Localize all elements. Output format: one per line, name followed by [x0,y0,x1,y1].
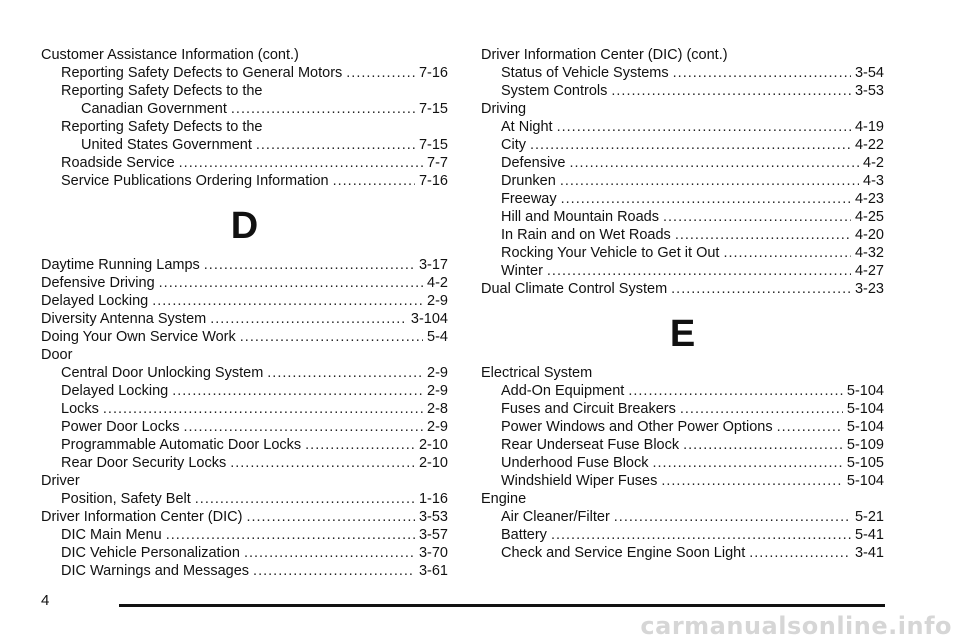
entry-page: 4-2 [863,155,884,171]
entry-page: 3-61 [418,563,448,579]
dot-leader [103,400,423,418]
entry-page: 5-104 [846,419,884,435]
index-entry[interactable] [481,154,884,172]
entry-text: Dual Climate Control System [481,281,668,297]
entry-page: 7-15 [418,137,448,153]
entry-text: Windshield Wiper Fuses [501,473,658,489]
entry-text: Delayed Locking [61,383,169,399]
entry-page: 5-105 [846,455,884,471]
index-entry[interactable] [41,562,448,580]
dot-leader [210,310,407,328]
index-entry[interactable] [41,256,448,274]
entry-page: 3-70 [418,545,448,561]
index-entry[interactable] [481,436,884,454]
entry-page: 2-9 [427,365,448,381]
entry-text: DIC Vehicle Personalization [61,545,240,561]
entry-text: Canadian Government [81,101,227,117]
entry-text: Power Door Locks [61,419,180,435]
entry-text: Rear Underseat Fuse Block [501,437,680,453]
entry-page: 5-104 [846,473,884,489]
entry-page: 2-8 [427,401,448,417]
dot-leader [661,472,843,490]
entry-text: DIC Warnings and Messages [61,563,250,579]
dot-leader [557,118,851,136]
entry-text: Customer Assistance Information (cont.) [41,47,299,63]
index-entry[interactable] [41,472,448,490]
entry-page: 3-104 [410,311,448,327]
entry-page: 7-15 [418,101,448,117]
index-entry[interactable] [41,418,448,436]
index-entry[interactable] [41,118,448,136]
entry-page: 2-9 [427,293,448,309]
dot-leader [195,490,415,508]
entry-page: 5-21 [854,509,884,525]
index-entry[interactable] [41,154,448,172]
entry-page: 4-23 [854,191,884,207]
index-entry[interactable] [41,382,448,400]
entry-page: 3-54 [854,65,884,81]
entry-text: Defensive Driving [41,275,155,291]
entry-page: 2-9 [427,383,448,399]
entry-page: 3-53 [418,509,448,525]
dot-leader [547,262,851,280]
entry-text: Driver Information Center (DIC) (cont.) [481,47,728,63]
index-entry[interactable] [41,544,448,562]
entry-text: Reporting Safety Defects to the [61,83,263,99]
index-entry[interactable] [481,100,884,118]
entry-page: 3-41 [854,545,884,561]
entry-text: Drunken [501,173,556,189]
entry-page: 1-16 [418,491,448,507]
dot-leader [777,418,843,436]
entry-text: Reporting Safety Defects to the [61,119,263,135]
dot-leader [246,508,415,526]
index-entry[interactable] [41,64,448,82]
index-right-column [481,46,884,562]
index-entry[interactable] [481,190,884,208]
entry-text: Diversity Antenna System [41,311,207,327]
entry-text: City [501,137,526,153]
dot-leader [680,400,843,418]
entry-text: Power Windows and Other Power Options [501,419,773,435]
index-left-column [41,46,448,580]
page-number: 4 [41,592,50,609]
dot-leader [561,190,851,208]
index-entry[interactable] [481,262,884,280]
dot-leader [551,526,851,544]
index-entry[interactable] [481,472,884,490]
index-entry[interactable] [41,310,448,328]
entry-text: Underhood Fuse Block [501,455,649,471]
entry-text: Rear Door Security Locks [61,455,227,471]
index-entry[interactable] [481,454,884,472]
entry-text: Add-On Equipment [501,383,625,399]
index-entry[interactable] [481,82,884,100]
entry-page: 4-20 [854,227,884,243]
index-entry[interactable] [481,382,884,400]
dot-leader [673,64,851,82]
dot-leader [172,382,423,400]
entry-text: Service Publications Ordering Information [61,173,329,189]
entry-page: 4-3 [863,173,884,189]
entry-page: 7-7 [427,155,448,171]
index-entry[interactable] [41,526,448,544]
entry-text: Engine [481,491,527,507]
entry-text: Delayed Locking [41,293,149,309]
index-entry[interactable] [481,244,884,262]
entry-text: Daytime Running Lamps [41,257,200,273]
entry-page: 3-17 [418,257,448,273]
entry-text: Check and Service Engine Soon Light [501,545,746,561]
index-entry[interactable] [481,280,884,298]
entry-text: Position, Safety Belt [61,491,191,507]
entry-page: 2-10 [418,437,448,453]
index-entry[interactable] [481,490,884,508]
dot-leader [614,508,851,526]
dot-leader [179,154,423,172]
index-entry[interactable] [41,454,448,472]
entry-text: Winter [501,263,543,279]
dot-leader [230,454,415,472]
entry-page: 3-57 [418,527,448,543]
entry-page: 4-25 [854,209,884,225]
entry-page: 3-23 [854,281,884,297]
index-entry[interactable] [481,136,884,154]
watermark: carmanualsonline.info [640,612,952,640]
index-entry[interactable] [41,346,448,364]
entry-page: 4-22 [854,137,884,153]
entry-page: 5-104 [846,401,884,417]
dot-leader [671,280,851,298]
index-entry[interactable] [41,172,448,190]
dot-leader [611,82,851,100]
entry-text: Rocking Your Vehicle to Get it Out [501,245,720,261]
dot-leader [333,172,415,190]
entry-text: Freeway [501,191,557,207]
index-entry[interactable] [481,400,884,418]
entry-text: Driver Information Center (DIC) [41,509,243,525]
index-entry[interactable] [41,364,448,382]
dot-leader [183,418,423,436]
entry-text: System Controls [501,83,608,99]
entry-text: At Night [501,119,553,135]
entry-page: 5-104 [846,383,884,399]
dot-leader [256,136,415,154]
entry-page: 4-32 [854,245,884,261]
index-entry[interactable] [481,364,884,382]
dot-leader [166,526,415,544]
entry-text: Roadside Service [61,155,175,171]
index-entry[interactable] [481,46,884,64]
entry-text: Fuses and Circuit Breakers [501,401,676,417]
entry-text: Programmable Automatic Door Locks [61,437,302,453]
entry-text: Hill and Mountain Roads [501,209,659,225]
entry-page: 4-27 [854,263,884,279]
index-entry[interactable] [481,208,884,226]
entry-text: Door [41,347,73,363]
index-entry[interactable] [41,46,448,64]
entry-text: United States Government [81,137,252,153]
dot-leader [663,208,851,226]
dot-leader [240,328,423,346]
dot-leader [683,436,843,454]
entry-page: 2-10 [418,455,448,471]
dot-leader [569,154,859,172]
index-entry[interactable] [41,136,448,154]
dot-leader [253,562,415,580]
dot-leader [159,274,423,292]
entry-text: In Rain and on Wet Roads [501,227,671,243]
index-entry[interactable] [41,400,448,418]
index-entry[interactable] [41,436,448,454]
dot-leader [346,64,415,82]
entry-text: DIC Main Menu [61,527,162,543]
index-entry[interactable] [41,328,448,346]
section-letter: D [230,205,259,247]
entry-page: 4-19 [854,119,884,135]
index-entry[interactable] [41,100,448,118]
index-entry[interactable] [481,544,884,562]
dot-leader [628,382,843,400]
entry-text: Electrical System [481,365,593,381]
entry-page: 7-16 [418,173,448,189]
entry-page: 7-16 [418,65,448,81]
entry-page: 3-53 [854,83,884,99]
entry-text: Defensive [501,155,566,171]
index-entry[interactable] [481,226,884,244]
footer-rule [119,604,885,607]
entry-text: Air Cleaner/Filter [501,509,610,525]
dot-leader [267,364,423,382]
index-entry[interactable] [481,526,884,544]
dot-leader [231,100,415,118]
section-letter: E [669,313,696,355]
index-entry[interactable] [41,508,448,526]
entry-text: Driver [41,473,80,489]
dot-leader [204,256,415,274]
entry-page: 4-2 [427,275,448,291]
entry-text: Reporting Safety Defects to General Motors [61,65,343,81]
entry-text: Locks [61,401,99,417]
index-entry[interactable] [481,118,884,136]
entry-text: Doing Your Own Service Work [41,329,236,345]
dot-leader [530,136,851,154]
dot-leader [152,292,423,310]
entry-page: 2-9 [427,419,448,435]
index-entry[interactable] [481,64,884,82]
index-entry[interactable] [481,418,884,436]
dot-leader [723,244,851,262]
dot-leader [560,172,859,190]
entry-text: Driving [481,101,527,117]
dot-leader [244,544,415,562]
entry-page: 5-109 [846,437,884,453]
dot-leader [653,454,843,472]
index-entry[interactable] [41,490,448,508]
entry-page: 5-41 [854,527,884,543]
index-entry[interactable] [41,82,448,100]
entry-text: Status of Vehicle Systems [501,65,669,81]
index-entry[interactable] [41,292,448,310]
index-entry[interactable] [41,274,448,292]
entry-page: 5-4 [427,329,448,345]
dot-leader [305,436,415,454]
index-entry[interactable] [481,172,884,190]
dot-leader [675,226,851,244]
index-entry[interactable] [481,508,884,526]
entry-text: Central Door Unlocking System [61,365,264,381]
entry-text: Battery [501,527,547,543]
dot-leader [749,544,851,562]
